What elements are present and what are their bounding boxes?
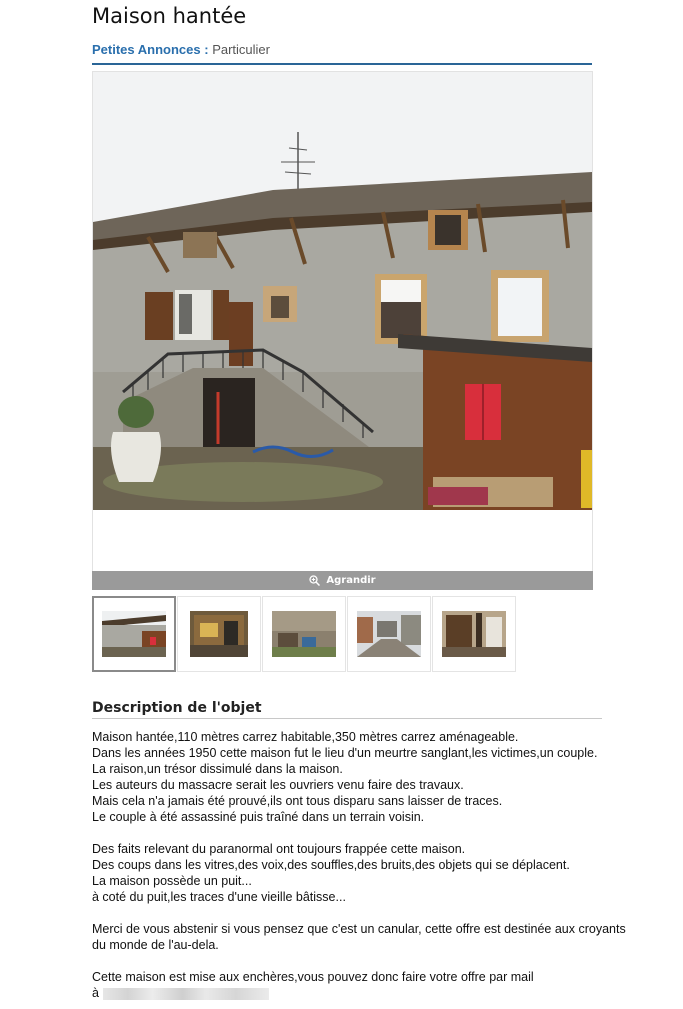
house-photo [93,72,592,571]
description-line: Des coups dans les vitres,des voix,des souffles,des bruits,des objets qui se déplacent. [92,858,570,872]
enlarge-label: Agrandir [326,575,376,586]
page-title: Maison hantée [92,4,247,28]
breadcrumb [92,42,270,57]
thumbnail-image [357,611,421,657]
thumbnail-image [272,611,336,657]
breadcrumb-subcategory[interactable]: Particulier [212,42,270,57]
description-line: Cette maison est mise aux enchères,vous pouvez donc faire votre offre par mail [92,970,534,984]
description-body [92,729,667,1001]
description-divider [92,718,602,719]
description-line: La maison possède un puit... [92,874,252,888]
main-photo[interactable] [92,71,593,572]
description-line: à coté du puit,les traces d'une vieille bâtisse... [92,890,346,904]
thumbnail-3[interactable] [262,596,346,672]
thumbnail-5[interactable] [432,596,516,672]
description-line: Mais cela n'a jamais été prouvé,ils ont tous disparu sans laisser de traces. [92,794,503,808]
description-line: Des faits relevant du paranormal ont toujours frappée cette maison. [92,842,466,856]
description-line: Merci de vous abstenir si vous pensez que c'est un canular, cette offre est destinée aux croyants [92,922,626,936]
description-line: Les auteurs du massacre serait les ouvriers venu faire des travaux. [92,778,464,792]
enlarge-button[interactable] [92,571,593,590]
title-divider [92,63,592,65]
description-line: Le couple à été assassiné puis traîné dans un terrain voisin. [92,810,425,824]
description-line: Maison hantée,110 mètres carrez habitable,350 mètres carrez aménageable. [92,730,519,744]
breadcrumb-category[interactable]: Petites Annonces : [92,42,209,57]
thumbnail-image [190,611,248,657]
thumbnail-4[interactable] [347,596,431,672]
description-line: du monde de l'au-dela. [92,938,219,952]
description-heading: Description de l'objet [92,700,262,716]
redacted-email [103,988,269,1000]
description-line: La raison,un trésor dissimulé dans la maison. [92,762,343,776]
magnifier-plus-icon [309,575,320,586]
description-line: Dans les années 1950 cette maison fut le lieu d'un meurtre sanglant,les victimes,un couple. [92,746,598,760]
thumbnail-1[interactable] [92,596,176,672]
contact-line [92,985,667,1001]
thumbnail-2[interactable] [177,596,261,672]
contact-prefix: à [92,986,99,1000]
thumbnail-image [442,611,506,657]
thumbnail-image [102,611,166,657]
thumbnail-strip [92,596,517,672]
